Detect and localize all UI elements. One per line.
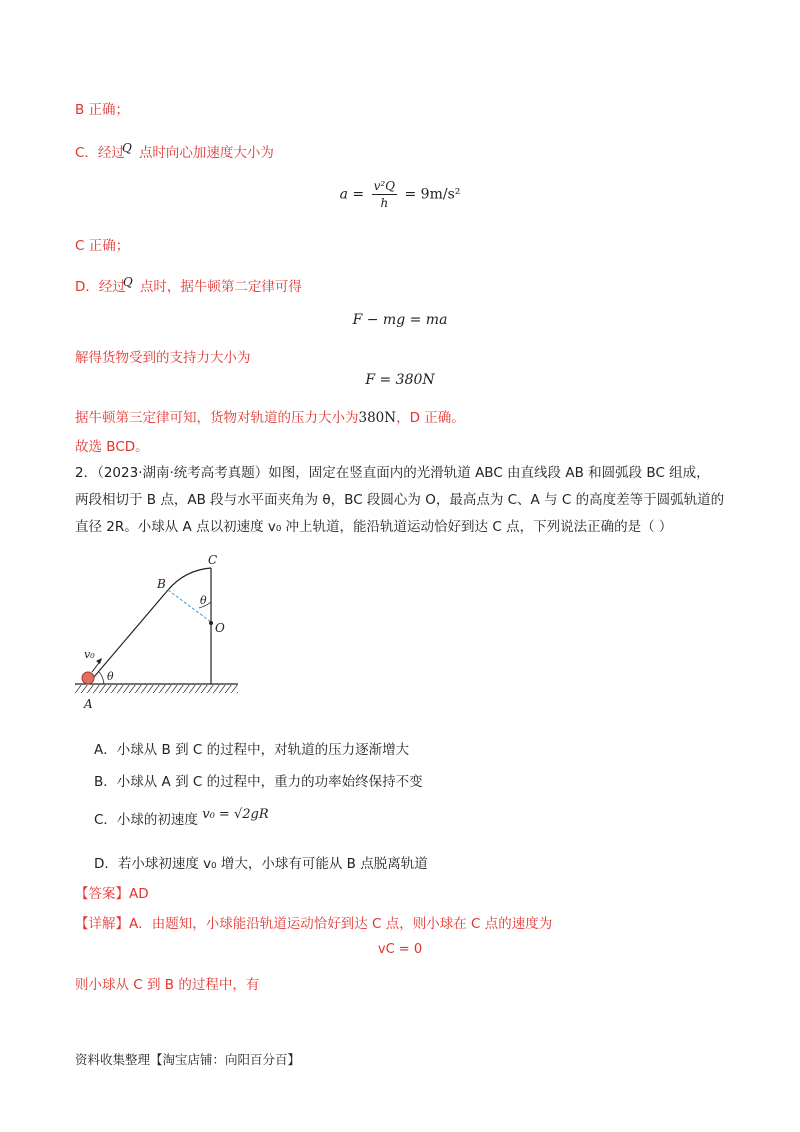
formula-newton-second-law: F − mg = ma xyxy=(352,312,448,328)
solution-c-line xyxy=(75,141,274,161)
label-theta-bottom: θ xyxy=(107,670,114,683)
solution-support-force: 解得货物受到的支持力大小为 xyxy=(75,350,251,366)
third-law-prefix: 据牛顿第三定律可知，货物对轨道的压力大小为 xyxy=(75,410,359,426)
question-2-text xyxy=(75,460,735,541)
solution-d-suffix: 点时，据牛顿第二定律可得 xyxy=(139,279,302,295)
label-theta-top: θ xyxy=(200,594,207,607)
option-d: D．若小球初速度 v₀ 增大，小球有可能从 B 点脱离轨道 xyxy=(94,856,428,872)
formula-centripetal-acceleration xyxy=(0,178,800,211)
track-arc-bc xyxy=(168,568,211,590)
detail-c-to-b: 则小球从 C 到 B 的过程中，有 xyxy=(75,977,260,993)
label-a: A xyxy=(84,697,93,711)
option-b: B．小球从 A 到 C 的过程中，重力的功率始终保持不变 xyxy=(94,774,423,790)
solution-third-law xyxy=(75,406,465,426)
option-c-formula: v₀ = √2gR xyxy=(202,807,269,822)
formula-a-rhs: = 9m/s² xyxy=(404,186,461,203)
third-law-value: 380N xyxy=(358,410,397,426)
formula-a-fraction xyxy=(372,178,397,211)
label-v0: v₀ xyxy=(84,648,95,661)
question-2-line-2: 两段相切于 B 点，AB 段与水平面夹角为 θ，BC 段圆心为 O，最高点为 C、A 与 C 的高度差等于圆弧轨道的 xyxy=(75,492,725,508)
formula-a-numerator: v²Q xyxy=(373,179,396,193)
option-a: A．小球从 B 到 C 的过程中，对轨道的压力逐渐增大 xyxy=(94,742,410,758)
question-2-line-1: 2．（2023·湖南·统考高考真题）如图，固定在竖直面内的光滑轨道 ABC 由直线段 AB 和圆弧段 BC 组成， xyxy=(75,465,710,481)
formula-a-denominator: h xyxy=(380,196,389,210)
track-segment-ab xyxy=(88,590,168,684)
angle-arc-bottom xyxy=(99,672,104,684)
point-q-symbol: Q xyxy=(121,141,132,155)
point-q-symbol-2: Q xyxy=(122,275,133,289)
option-c xyxy=(94,808,269,828)
track-figure xyxy=(70,548,250,718)
formula-f-value: F = 380N xyxy=(365,372,435,388)
question-2-line-3: 直径 2R。小球从 A 点以初速度 v₀ 冲上轨道，能沿轨道运动恰好到达 C 点，下列说法正确的是（ ） xyxy=(75,519,673,535)
detail-a: 【详解】A．由题知，小球能沿轨道运动恰好到达 C 点，则小球在 C 点的速度为 xyxy=(75,916,553,932)
solution-b-correct: B 正确； xyxy=(75,102,130,118)
center-o-point xyxy=(209,621,213,625)
solution-c-prefix: C．经过 xyxy=(75,145,125,161)
formula-a-lhs: a = xyxy=(339,186,365,203)
ball xyxy=(82,672,94,684)
velocity-arrow-head xyxy=(96,658,102,664)
solution-d-line xyxy=(75,275,302,295)
answer: 【答案】AD xyxy=(75,886,149,902)
label-b: B xyxy=(157,577,166,591)
solution-choose: 故选 BCD。 xyxy=(75,439,149,455)
ground-hatching xyxy=(75,685,238,693)
third-law-suffix: ，D 正确。 xyxy=(396,410,465,426)
formula-vc: vC = 0 xyxy=(377,942,423,957)
label-o: O xyxy=(215,621,225,635)
solution-c-suffix: 点时向心加速度大小为 xyxy=(138,145,274,161)
solution-c-correct: C 正确； xyxy=(75,238,130,254)
solution-d-prefix: D．经过 xyxy=(75,279,126,295)
option-c-prefix: C．小球的初速度 xyxy=(94,812,198,828)
footer-source: 资料收集整理【淘宝店铺：向阳百分百】 xyxy=(75,1052,301,1067)
label-c: C xyxy=(208,553,218,567)
